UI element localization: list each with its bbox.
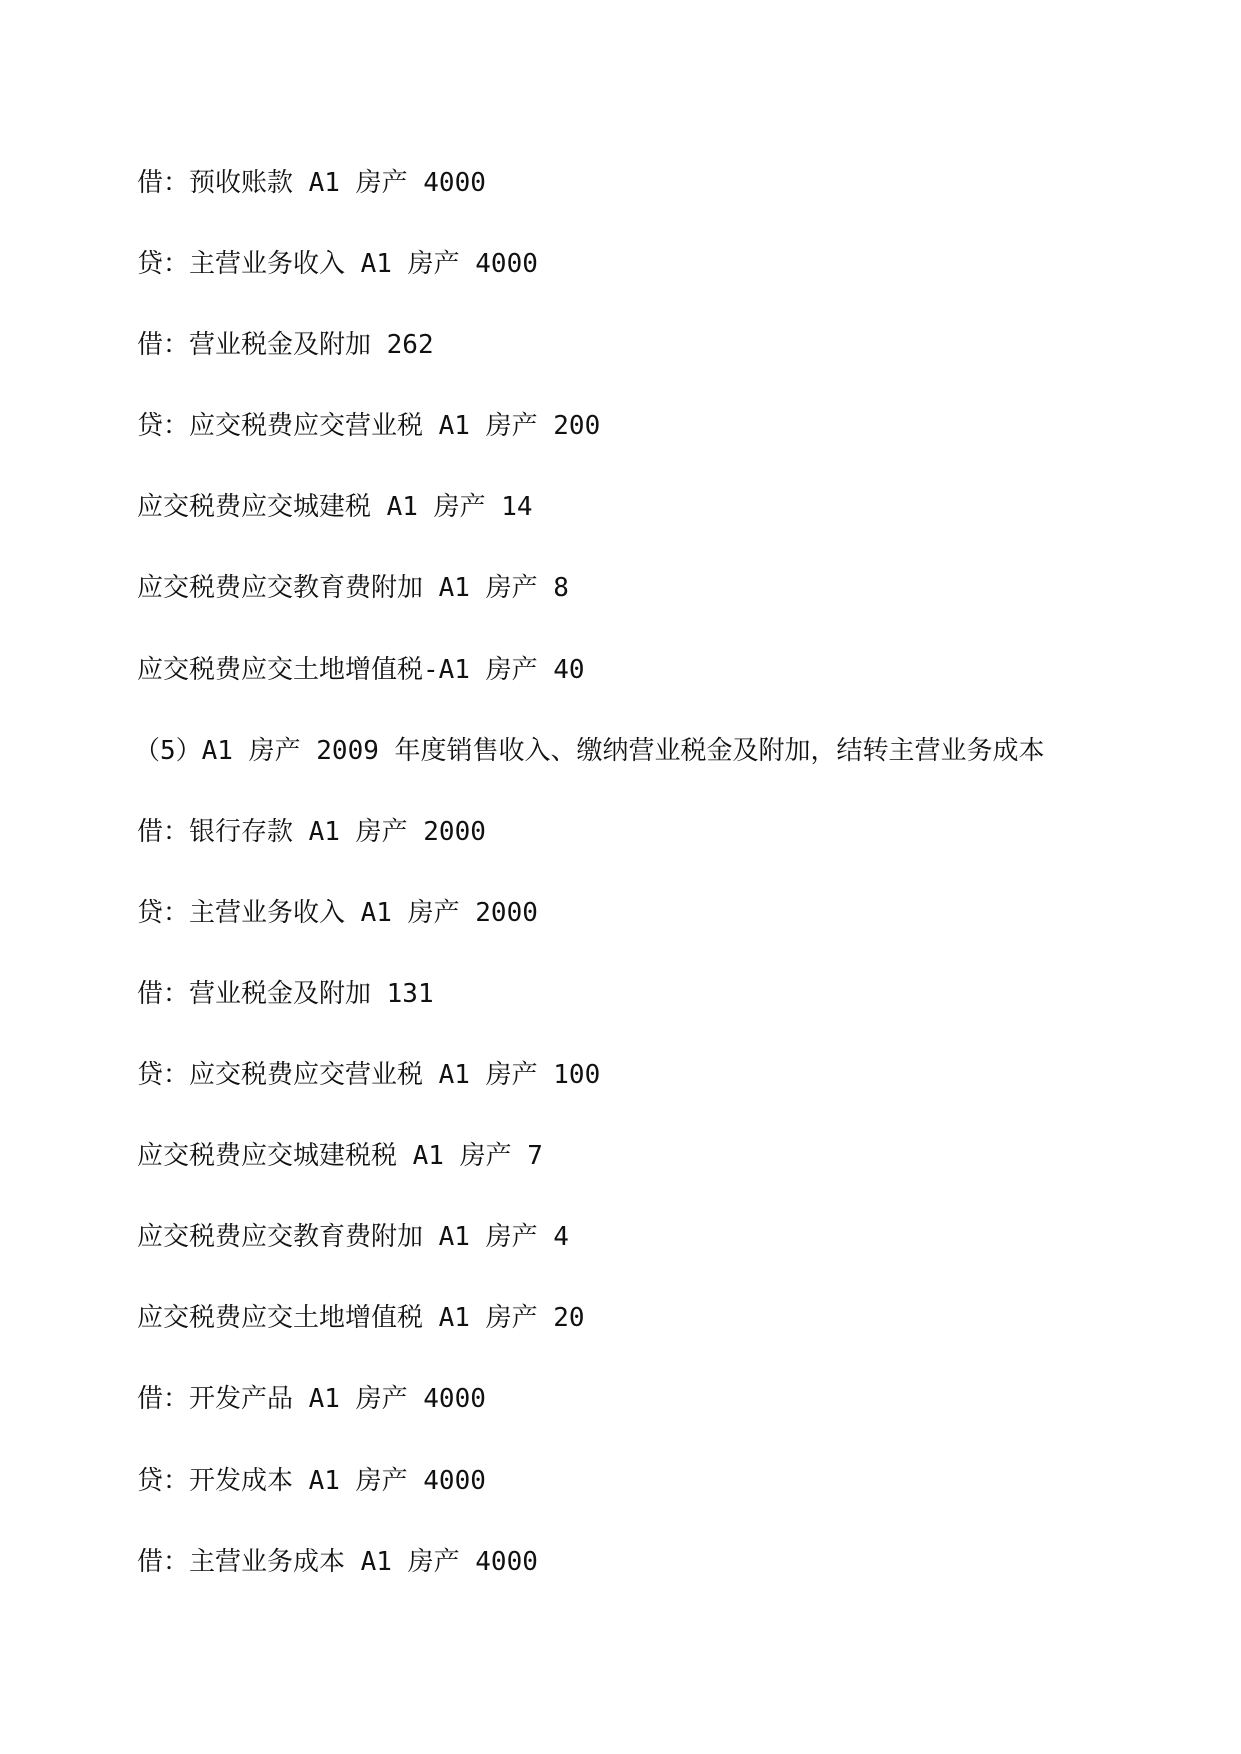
entry-line: 贷：开发成本 A1 房产 4000: [137, 1465, 486, 1496]
entry-line: 借：营业税金及附加 131: [137, 978, 434, 1009]
entry-line: 应交税费应交城建税 A1 房产 14: [137, 492, 533, 523]
entry-line: 应交税费应交城建税税 A1 房产 7: [137, 1141, 543, 1172]
section-heading: （5）A1 房产 2009 年度销售收入、缴纳营业税金及附加，结转主营业务成本: [134, 735, 1045, 766]
entry-line: 贷：主营业务收入 A1 房产 4000: [137, 249, 538, 280]
entry-line: 借：预收账款 A1 房产 4000: [137, 168, 486, 198]
entry-line: 借：银行存款 A1 房产 2000: [137, 816, 486, 847]
entry-line: 借：主营业务成本 A1 房产 4000: [137, 1546, 538, 1577]
entry-line: 贷：应交税费应交营业税 A1 房产 100: [137, 1060, 601, 1091]
entry-line: 应交税费应交土地增值税-A1 房产 40: [137, 654, 585, 685]
entry-line: 贷：应交税费应交营业税 A1 房产 200: [137, 411, 601, 442]
entry-line: 借：营业税金及附加 262: [137, 330, 434, 361]
entry-line: 应交税费应交教育费附加 A1 房产 8: [137, 573, 569, 604]
journal-entry-list: [134, 168, 1137, 1628]
entry-line: 应交税费应交教育费附加 A1 房产 4: [137, 1222, 569, 1253]
entry-line: 贷：主营业务收入 A1 房产 2000: [137, 897, 538, 928]
entry-line: 借：开发产品 A1 房产 4000: [137, 1384, 486, 1415]
entry-line: 应交税费应交土地增值税 A1 房产 20: [137, 1303, 585, 1334]
